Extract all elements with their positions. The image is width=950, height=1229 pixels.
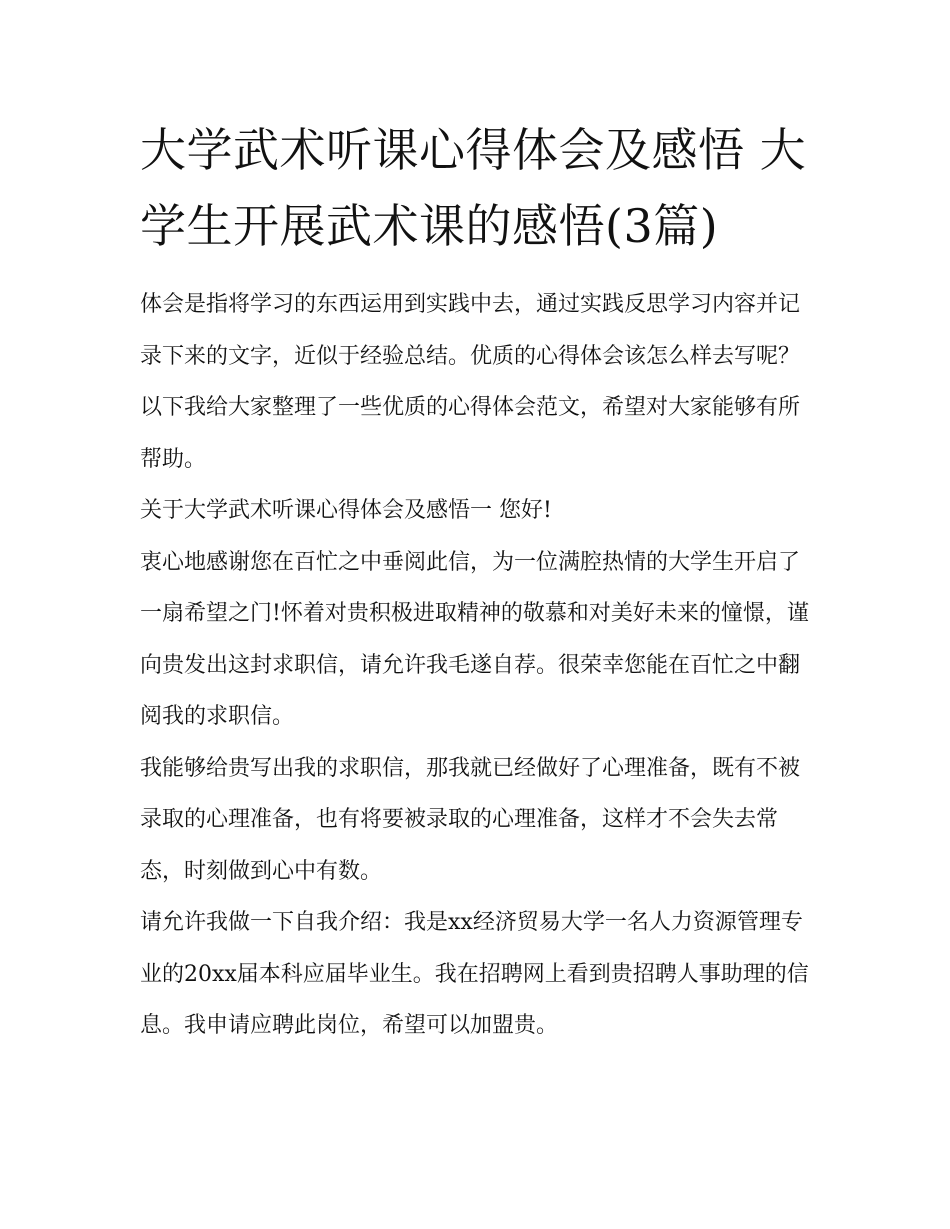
letter-paragraph-introduction: 请允许我做一下自我介绍：我是xx经济贸易大学一名人力资源管理专业的20xx届本科应届毕业生。我在招聘网上看到贵招聘人事助理的信息。我申请应聘此岗位，希望可以加盟贵。	[140, 910, 809, 1038]
intro-paragraph: 体会是指将学习的东西运用到实践中去，通过实践反思学习内容并记录下来的文字，近似于经验总结。优质的心得体会该怎么样去写呢？以下我给大家整理了一些优质的心得体会范文，希望对大家能够有所帮助。	[140, 292, 801, 472]
letter-paragraph-preparation: 我能够给贵写出我的求职信，那我就已经做好了心理准备，既有不被录取的心理准备，也有将要被录取的心理准备，这样才不会失去常态，时刻做到心中有数。	[140, 755, 801, 884]
section-heading-paragraph: 关于大学武术听课心得体会及感悟一 您好!	[140, 498, 552, 523]
document-title: 大学武术听课心得体会及感悟 大学生开展武术课的感悟(3篇)	[140, 123, 807, 253]
letter-paragraph-thanks: 衷心地感谢您在百忙之中垂阅此信，为一位满腔热情的大学生开启了一扇希望之门!怀着对贵积极进取精神的敬慕和对美好未来的憧憬，谨向贵发出这封求职信，请允许我毛遂自荐。很荣幸您能在百忙之中翻阅我的求职信。	[140, 549, 809, 729]
